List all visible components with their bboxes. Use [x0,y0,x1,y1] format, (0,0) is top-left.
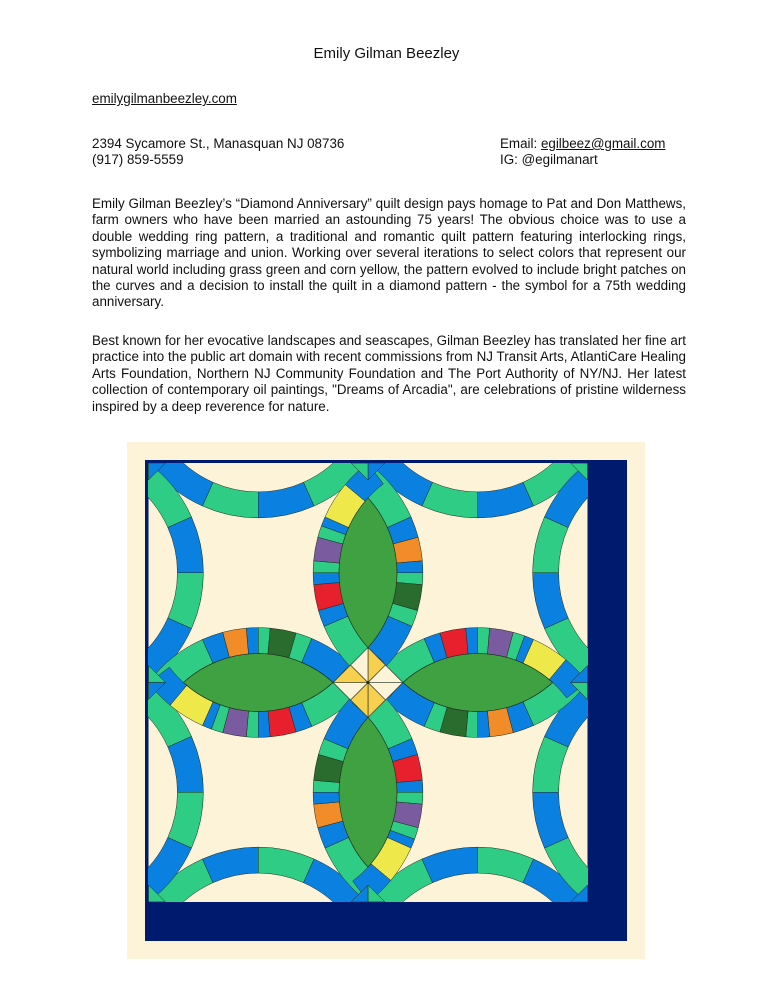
quilt-image [127,442,645,959]
address: 2394 Sycamore St., Manasquan NJ 08736 [92,136,345,151]
address-block [92,136,344,168]
email-label: Email: [500,136,541,151]
website-link[interactable]: emilygilmanbeezley.com [92,91,237,106]
paragraph-quilt-description: Emily Gilman Beezley’s “Diamond Anniversary” quilt design pays homage to Pat and Don Matthews, farm owners who have been married an astounding 75 years! The obvious choice was to use a double wedding ring pattern, a traditional and romantic quilt pattern featuring interlocking rings, symbolizing marriage and union. Working over several iterations to select colors that represent our natural world including grass green and corn yellow, the pattern evolved to include bright patches on the curves and a decision to install the quilt in a diamond pattern - the symbol for a 75th wedding anniversary. [92,196,686,310]
contact-block [500,136,665,168]
quilt-pattern [148,463,588,902]
email-line [500,136,665,152]
page-title: Emily Gilman Beezley [313,45,460,62]
phone: (917) 859-5559 [92,152,184,167]
paragraph-artist-bio: Best known for her evocative landscapes and seascapes, Gilman Beezley has translated her fine art practice into the public art domain with recent commissions from NJ Transit Arts, AtlantiCare Healing Arts Foundation, Northern NJ Community Foundation and The Port Authority of NY/NJ. Her latest collection of contemporary oil paintings, "Dreams of Arcadia", are celebrations of pristine wilderness inspired by a deep reverence for nature. [92,333,686,414]
email-link[interactable]: egilbeez@gmail.com [540,136,666,151]
instagram-handle: IG: @egilmanart [500,152,598,167]
